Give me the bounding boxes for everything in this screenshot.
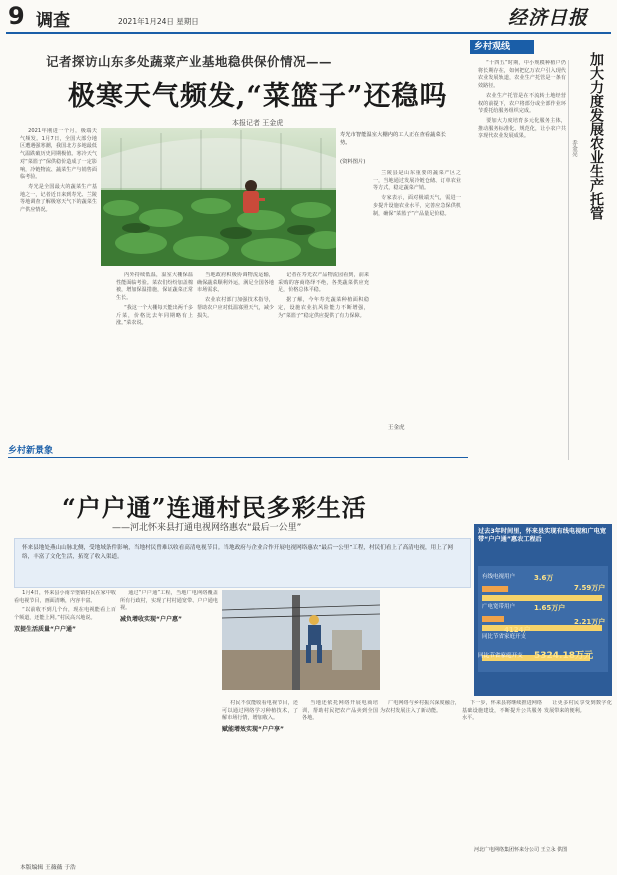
paragraph: 当地政府积极协调物流运输，确保蔬菜顺利外运，满足全国各地市场需求。 <box>197 272 274 294</box>
installation-photo <box>222 590 380 690</box>
main-column-4 <box>197 272 274 427</box>
paragraph: 专家表示，面对极端天气，需进一步提升设施农业水平，完善应急保供机制，确保“菜篮子”产品量足价稳。 <box>373 195 461 217</box>
commentary-byline: 乔金亮 <box>571 140 577 157</box>
paper-logo: 经济日报 <box>508 7 589 29</box>
paragraph: 农业生产托管是在不流转土地经营权的前提下，农户将部分或全部作业环节委托给服务组织完成。 <box>478 92 566 115</box>
category-label: 广电宽带用户 <box>482 604 516 610</box>
second-column-5 <box>380 700 460 868</box>
second-column-7 <box>544 700 612 868</box>
paragraph: 内外持续低温，温室大棚保温性能面临考验。菜农们纷纷加盖棉被，增加保温措施，保证蔬菜正常生长。 <box>116 272 193 302</box>
paragraph: “十四五”时期，中小规模种植户仍将长期存在，如何把亿万农户引入现代农业发展轨道，农业生产托管是一条有效路径。 <box>478 60 566 90</box>
category-label: 有线电视用户 <box>482 574 516 580</box>
second-headline: “户户通”连通村民多彩生活 <box>62 493 367 522</box>
second-column-6 <box>462 700 542 868</box>
paragraph: 兰陵县是山东重要的蔬菜产区之一，当地通过发展冷链仓储、订单农业等方式，稳定蔬菜产销。 <box>373 170 461 192</box>
photo-caption: 寿光市智能温室大棚内的工人正在查看蔬菜长势。 <box>340 132 446 146</box>
paragraph: 当地还依托网络开展电商培训，帮助村民把农产品卖到全国各地。 <box>302 700 378 722</box>
data-label: 5324.18万元 <box>534 651 593 661</box>
main-byline: 本报记者 王金虎 <box>232 119 284 127</box>
paragraph: 寿光是全国最大的蔬菜生产基地之一，记者近日来到寿光、兰陵等地调查了解极寒天气下的蔬菜生产供应情况。 <box>20 183 97 214</box>
data-label: 2.21万户 <box>574 618 606 626</box>
photo-credit: 河北广电网络集团怀来分公司 王立永 供图 <box>474 847 568 853</box>
second-column-2 <box>120 590 218 868</box>
greenhouse-illustration <box>101 128 336 266</box>
main-column-3 <box>116 272 193 427</box>
masthead-rule <box>6 32 611 34</box>
data-label: 1.65万户 <box>534 604 566 612</box>
infographic-panel <box>474 524 612 696</box>
data-label: 4124户 <box>504 626 531 634</box>
paragraph: 通过“户户通”工程，当地广电网络覆盖所有行政村，实现了村村通宽带、户户通电视。 <box>120 590 218 612</box>
paragraph: 让更多村民享受到数字化发展带来的便利。 <box>544 700 612 714</box>
section-title: 调查 <box>36 11 70 31</box>
main-column-1 <box>20 128 97 430</box>
second-column-4 <box>302 700 378 868</box>
main-headline: 极寒天气频发,“菜篮子”还稳吗 <box>68 81 448 112</box>
infographic-caption: 同比节省家庭开支 <box>478 653 523 659</box>
greenhouse-photo <box>101 128 336 266</box>
column-divider <box>568 60 569 460</box>
paragraph: 村民不仅能收看电视节目，还可以通过网络学习种植技术，了解市场行情，增加收入。 <box>222 700 298 722</box>
issue-date: 2021年1月24日 星期日 <box>118 17 199 26</box>
paragraph: 要加大力度培育多元化服务主体，推动服务标准化、规范化，让小农户共享现代农业发展成果。 <box>478 117 566 140</box>
section-tag: 乡村新景象 <box>8 446 54 456</box>
page-editor: 本版编辑 王薇薇 于浩 <box>20 865 76 871</box>
infographic-title: 过去3年时间里，怀来县实现有线电视和广电宽带“户户通”惠农工程后 <box>478 528 607 543</box>
main-column-5 <box>278 272 369 427</box>
bar-2020 <box>482 595 602 601</box>
section-rule <box>8 457 468 458</box>
photo-credit: (资料图片) <box>340 159 366 165</box>
paragraph: 据了解，今年寿光蔬菜种植面积稳定，设施农业抗风险能力不断增强，为“菜篮子”稳定供应提供了有力保障。 <box>278 297 369 319</box>
author-note: 王金虎 <box>388 425 405 431</box>
main-column-6 <box>373 170 461 420</box>
subheading: 双提生活质量“户户通” <box>14 625 76 633</box>
subheading: 赋能增效实现“户户享” <box>222 726 284 734</box>
category-label: 同比节省家庭开支 <box>482 634 527 640</box>
paragraph: 广电网络与乡村振兴深度融合，为农村发展注入了新动能。 <box>380 700 460 714</box>
second-column-3 <box>222 700 298 868</box>
main-kicker: 记者探访山东多处蔬菜产业基地稳供保价情况—— <box>46 54 333 69</box>
paragraph: “以前收不到几个台，现在电视能看上百个频道，还能上网。”村民高兴地说。 <box>14 607 116 622</box>
bar-2017 <box>482 586 508 592</box>
paragraph: 1月4日，怀来县小南辛堡镇村民在家中收看电视节目，画面清晰，内容丰富。 <box>14 590 116 604</box>
masthead <box>0 0 617 34</box>
page-number: 9 <box>8 2 25 30</box>
commentary-body <box>478 60 566 455</box>
data-label: 7.59万户 <box>574 584 606 592</box>
column-tag: 乡村观线 <box>470 40 534 54</box>
second-subtitle: ——河北怀来县打通电视网络惠农“最后一公里” <box>112 523 302 533</box>
infographic-chart <box>474 524 612 696</box>
lead-text: 怀来县地处燕山山脉北侧，受地域条件影响，当地村民曾难以收看高清电视节目。当地政府与企业合作开展电视网络惠农“最后一公里”工程，村民们看上了高清电视，用上了网络，丰富了文化生活，拓宽了收入渠道。 <box>22 545 453 560</box>
paragraph: 记者在寿光农产品物流园看到，前来采购的客商络绎不绝，各类蔬菜供应充足，价格总体平稳。 <box>278 272 369 294</box>
paragraph: 下一步，怀来县将继续推进网络基础设施建设，不断提升公共服务水平。 <box>462 700 542 722</box>
commentary-title: 加大力度发展农业生产托管 <box>588 52 604 220</box>
data-label: 3.6万 <box>534 574 554 582</box>
paragraph: “我这一个大棚每天能出两千多斤菜，价格比去年同期略有上涨。”菜农说。 <box>116 304 193 327</box>
second-column-1 <box>14 590 116 868</box>
technician-illustration <box>222 590 380 690</box>
subheading: 减负增收实现“户户惠” <box>120 616 182 624</box>
paragraph: 农业农村部门加强技术指导，帮助农户应对低温寡照天气，减少损失。 <box>197 297 274 319</box>
bar-2017 <box>482 616 504 622</box>
paragraph: 2021年刚进一个月，极端天气频发。1月7日，全国大部分地区遭遇强寒潮，我国北方多地最低气温跌破历史同期极值。寒冷天气对“菜篮子”保供稳价造成了一定影响，冷链物流、蔬菜生产与销售面临考验。 <box>20 128 97 181</box>
